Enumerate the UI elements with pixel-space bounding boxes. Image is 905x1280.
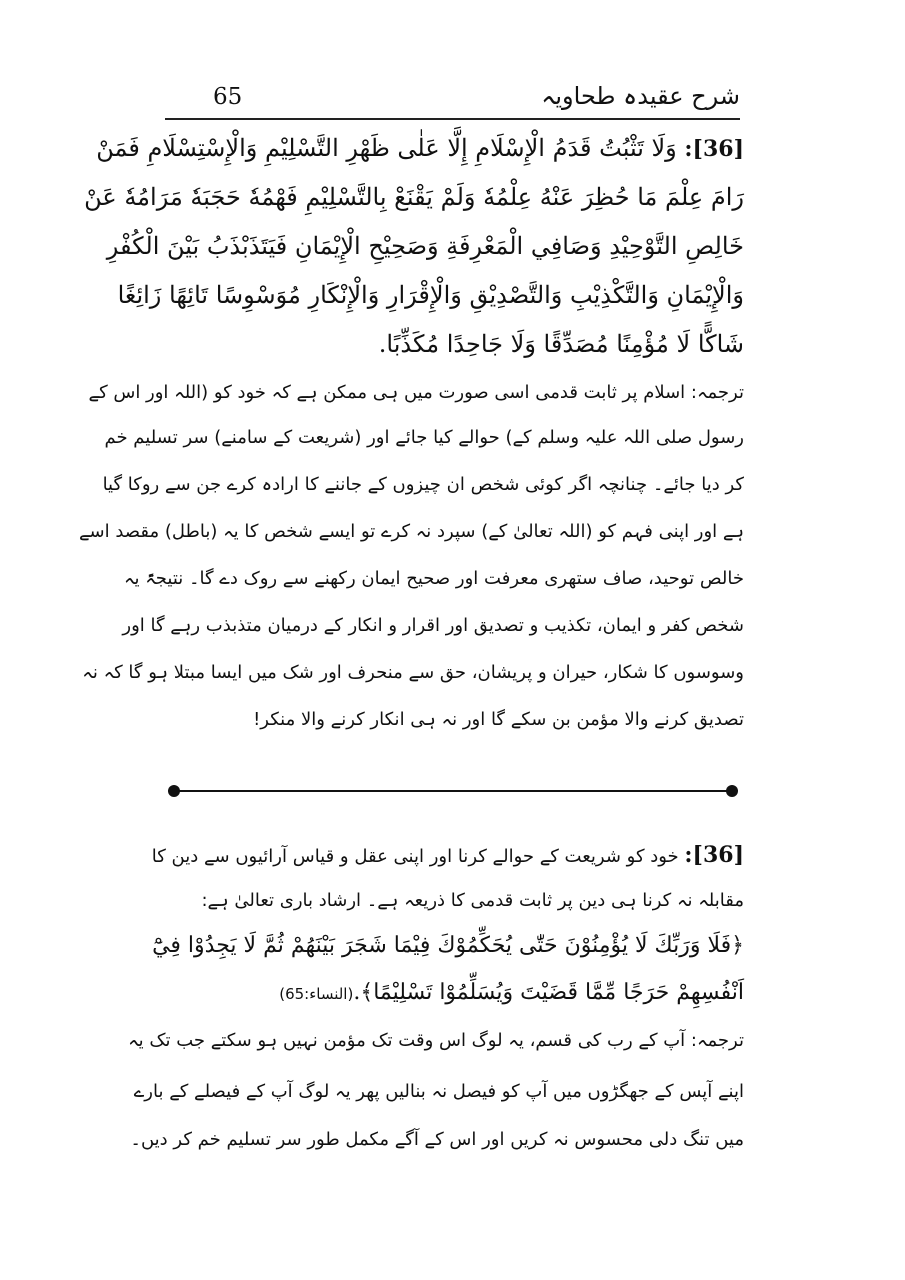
verse-translation-line-2: اپنے آپس کے جھگڑوں میں آپ کو فیصل نہ بنالیں پھر یہ لوگ آپ کے فیصلے کے بارے (133, 1081, 744, 1102)
ayah-line-2 (162, 980, 744, 1005)
page-number: 65 (213, 84, 243, 110)
arabic-line-2: رَامَ عِلْمَ مَا حُظِرَ عَنْهُ عِلْمُهٗ وَلَمْ يَقْنَعْ بِالتَّسْلِيْمِ فَهْمُهٗ حَجَبَهٗ مَرَامُهٗ عَنْ (84, 183, 744, 211)
ayah-citation: (النساء:65) (279, 985, 354, 1003)
ayah-line-2-text: اَنْفُسِهِمْ حَرَجًا مِّمَّا قَضَيْتَ وَيُسَلِّمُوْا تَسْلِيْمًا﴾. (353, 980, 744, 1005)
section-divider (168, 784, 738, 798)
reference-number: [36]: (684, 136, 744, 162)
divider-dot-left (168, 785, 180, 797)
arabic-line-4: وَالْإِيْمَانِ وَالتَّكْذِيْبِ وَالتَّصْدِيْقِ وَالْإِقْرَارِ وَالْإِنْكَارِ مُوَسْوِسًا تَائِهًا زَائِغًا (117, 281, 744, 309)
verse-translation-line-1: ترجمہ: آپ کے رب کی قسم، یہ لوگ اس وقت تک مؤمن نہیں ہو سکتے جب تک یہ (128, 1030, 744, 1051)
commentary-line-1-text: خود کو شریعت کے حوالے کرنا اور اپنی عقل و قیاس آرائیوں سے دین کا (151, 846, 679, 867)
translation-line-4: ہے اور اپنی فہم کو (اللہ تعالیٰ کے) سپرد نہ کرے تو ایسے شخص کا یہ (باطل) مقصد اسے (78, 521, 744, 542)
divider-dot-right (726, 785, 738, 797)
translation-line-1: ترجمہ: اسلام پر ثابت قدمی اسی صورت میں ہی ممکن ہے کہ خود کو (اللہ اور اس کے (88, 382, 744, 403)
arabic-line-1-text: وَلَا تَثْبُتُ قَدَمُ الْإِسْلَامِ إِلَّا عَلٰى ظَهْرِ التَّسْلِيْمِ وَالْإِسْتِسْلَامِ فَمَنْ (96, 134, 677, 162)
arabic-line-1 (96, 134, 744, 162)
translation-line-7: وسوسوں کا شکار، حیران و پریشان، حق سے منحرف اور شک میں ایسا مبتلا ہو گا کہ نہ (82, 662, 744, 683)
commentary-reference-number: [36]: (684, 842, 744, 868)
header-rule (165, 118, 740, 120)
arabic-line-5: شَاكًّا لَا مُؤْمِنًا مُصَدِّقًا وَلَا جَاحِدًا مُكَذِّبًا. (378, 330, 744, 358)
commentary-line-2: مقابلہ نہ کرنا ہی دین پر ثابت قدمی کا ذریعہ ہے۔ ارشاد باری تعالیٰ ہے: (201, 890, 744, 911)
translation-line-8: تصدیق کرنے والا مؤمن بن سکے گا اور نہ ہی انکار کرنے والا منکر! (253, 709, 744, 730)
translation-line-3: کر دیا جائے۔ چنانچہ اگر کوئی شخص ان چیزوں کے جاننے کا ارادہ کرے جن سے روکا گیا (102, 474, 744, 495)
arabic-line-3: خَالِصِ التَّوْحِيْدِ وَصَافِي الْمَعْرِفَةِ وَصَحِيْحِ الْإِيْمَانِ فَيَتَذَبْذَبُ بَيْنَ الْكُفْرِ (106, 232, 744, 260)
verse-translation-line-3: میں تنگ دلی محسوس نہ کریں اور اس کے آگے مکمل طور سر تسلیم خم کر دیں۔ (130, 1129, 744, 1150)
book-title: شرح عقیدہ طحاویہ (541, 82, 740, 110)
divider-line (174, 790, 732, 792)
translation-line-6: شخص کفر و ایمان، تکذیب و تصدیق اور اقرار و انکار کے درمیان متذبذب رہے گا اور (122, 615, 744, 636)
translation-line-5: خالص توحید، صاف ستھری معرفت اور صحیح ایمان رکھنے سے روک دے گا۔ نتیجۃً یہ (123, 568, 744, 589)
commentary-line-1 (151, 842, 744, 868)
page-header (165, 78, 740, 120)
ayah-line-1: ﴿فَلَا وَرَبِّكَ لَا يُؤْمِنُوْنَ حَتّٰى يُحَكِّمُوْكَ فِيْمَا شَجَرَ بَيْنَهُمْ ثُمَّ لَا يَجِدُوْا فِيْٓ (152, 933, 744, 958)
translation-line-2: رسول صلی اللہ علیہ وسلم کے) حوالے کیا جائے اور (شریعت کے سامنے) سر تسلیم خم (104, 427, 744, 448)
